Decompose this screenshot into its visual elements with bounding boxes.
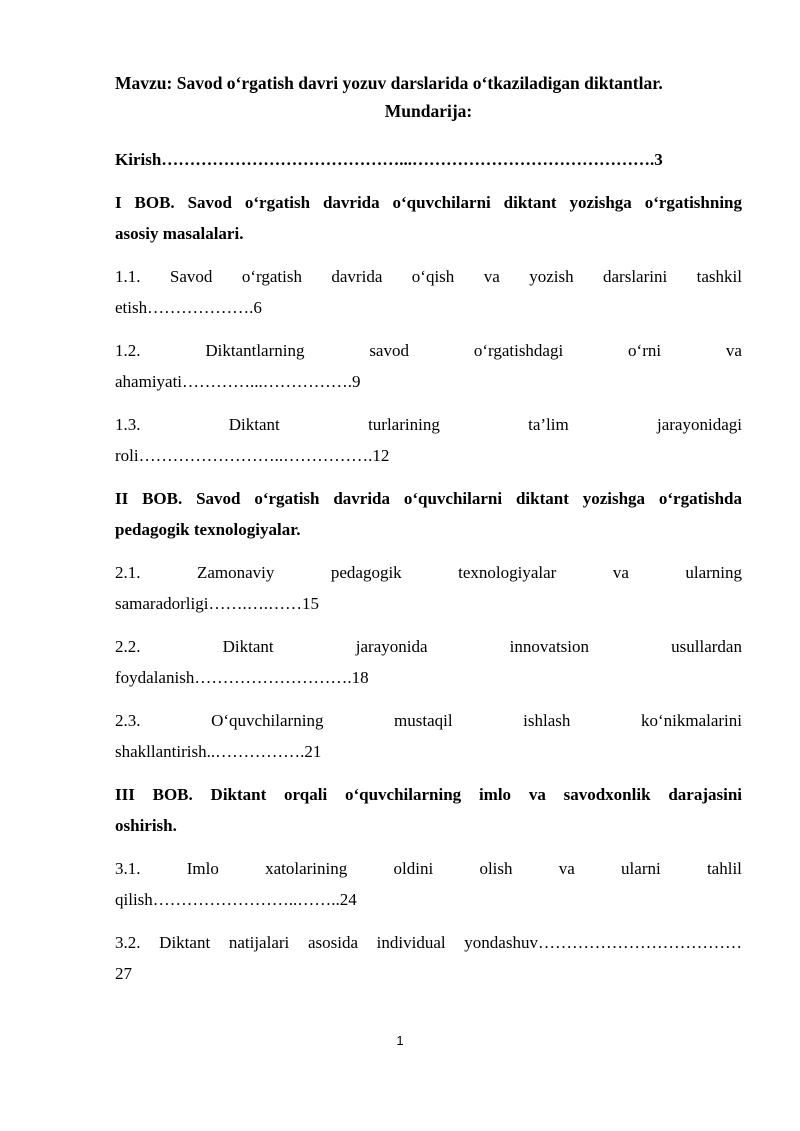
section-leader-page: shakllantirish..…………….21 <box>115 742 322 761</box>
section-word: yondashuv……………………………… <box>464 933 742 952</box>
section-word: va <box>612 563 629 582</box>
section-word: va <box>558 859 575 878</box>
section-title-line <box>115 261 742 292</box>
page-number: 1 <box>396 1033 404 1048</box>
section-word: o‘rni <box>628 341 662 360</box>
section-leader-page: qilish……………………..……..24 <box>115 890 357 909</box>
section-word: Diktantlarning <box>205 341 305 360</box>
section-word: o‘rgatish <box>241 267 302 286</box>
section-leader-page: etish……………….6 <box>115 298 262 317</box>
section-word: Diktant <box>222 637 274 656</box>
toc-heading: Mundarija: <box>384 101 473 121</box>
section-word: jarayonida <box>355 637 428 656</box>
section-word: 2.3. <box>115 711 141 730</box>
section-word: davrida <box>331 267 383 286</box>
toc-chapter-1 <box>115 187 742 249</box>
chapter-title-line: asosiy masalalari. <box>115 224 244 243</box>
chapter-title-line: I BOB. Savod o‘rgatish davrida o‘quvchilarni diktant yozishga o‘rgatishning <box>115 193 742 212</box>
toc-section-entry <box>115 927 742 989</box>
section-title-line <box>115 853 742 884</box>
section-word: turlarining <box>368 415 440 434</box>
section-word: 1.2. <box>115 341 141 360</box>
section-word: savod <box>369 341 409 360</box>
section-word: 2.1. <box>115 563 141 582</box>
section-title-line <box>115 557 742 588</box>
section-word: Zamonaviy <box>196 563 275 582</box>
section-word: oldini <box>393 859 434 878</box>
section-leader-page: foydalanish……………………….18 <box>115 668 369 687</box>
section-title-line <box>115 335 742 366</box>
section-word: Savod <box>169 267 213 286</box>
section-title-line <box>115 927 742 958</box>
section-word: ularning <box>685 563 742 582</box>
toc-chapter-3 <box>115 779 742 841</box>
section-title-line <box>115 631 742 662</box>
toc-section-entry <box>115 557 742 619</box>
section-word: olish <box>479 859 513 878</box>
section-word: 3.1. <box>115 859 141 878</box>
chapter-title-line: II BOB. Savod o‘rgatish davrida o‘quvchilarni diktant yozishga o‘rgatishda <box>115 489 742 508</box>
section-word: o‘rgatishdagi <box>473 341 564 360</box>
section-word: xatolarining <box>265 859 348 878</box>
toc-section-entry <box>115 409 742 471</box>
section-word: o‘qish <box>411 267 455 286</box>
section-word: ta’lim <box>528 415 569 434</box>
section-word: darslarini <box>603 267 668 286</box>
section-word: ishlash <box>523 711 571 730</box>
section-word: 3.2. <box>115 933 141 952</box>
section-word: individual <box>376 933 446 952</box>
chapter-title-line: pedagogik texnologiyalar. <box>115 520 301 539</box>
section-word: 1.1. <box>115 267 141 286</box>
section-word: yozish <box>529 267 574 286</box>
section-word: 1.3. <box>115 415 141 434</box>
section-word: Diktant <box>228 415 280 434</box>
section-word: jarayonidagi <box>657 415 742 434</box>
section-word: tashkil <box>696 267 742 286</box>
section-leader-page: 27 <box>115 964 132 983</box>
topic-title: Mavzu: Savod o‘rgatish davri yozuv darslarida o‘tkaziladigan diktantlar. <box>115 73 663 93</box>
section-leader-page: roli……………………..…………….12 <box>115 446 390 465</box>
chapter-title-line: oshirish. <box>115 816 177 835</box>
toc-section-entry <box>115 335 742 397</box>
toc-section-entry <box>115 631 742 693</box>
section-word: va <box>725 341 742 360</box>
toc-section-entry <box>115 853 742 915</box>
section-word: usullardan <box>671 637 742 656</box>
section-leader-page: ahamiyati…………...…………….9 <box>115 372 361 391</box>
toc-section-entry <box>115 705 742 767</box>
section-leader-page: samaradorligi…….….……15 <box>115 594 319 613</box>
section-word: natijalari <box>228 933 290 952</box>
section-word: va <box>483 267 500 286</box>
section-word: ularni <box>621 859 661 878</box>
toc-chapters <box>115 187 742 989</box>
section-title-line <box>115 409 742 440</box>
section-word: ko‘nikmalarini <box>640 711 742 730</box>
toc-section-entry <box>115 261 742 323</box>
section-word: asosida <box>307 933 358 952</box>
toc-chapter-2 <box>115 483 742 545</box>
section-word: pedagogik <box>330 563 402 582</box>
page-content <box>115 70 742 989</box>
section-word: texnologiyalar <box>458 563 557 582</box>
section-word: 2.2. <box>115 637 141 656</box>
section-word: O‘quvchilarning <box>211 711 324 730</box>
section-title-line <box>115 705 742 736</box>
chapter-title-line: III BOB. Diktant orqali o‘quvchilarning imlo va savodxonlik darajasini <box>115 785 742 804</box>
toc-entry-intro: Kirish……………………………………...…………………………………….3 <box>115 150 663 169</box>
section-word: Diktant <box>159 933 211 952</box>
section-word: innovatsion <box>509 637 590 656</box>
section-word: Imlo <box>186 859 219 878</box>
section-word: tahlil <box>706 859 742 878</box>
section-word: mustaqil <box>394 711 453 730</box>
